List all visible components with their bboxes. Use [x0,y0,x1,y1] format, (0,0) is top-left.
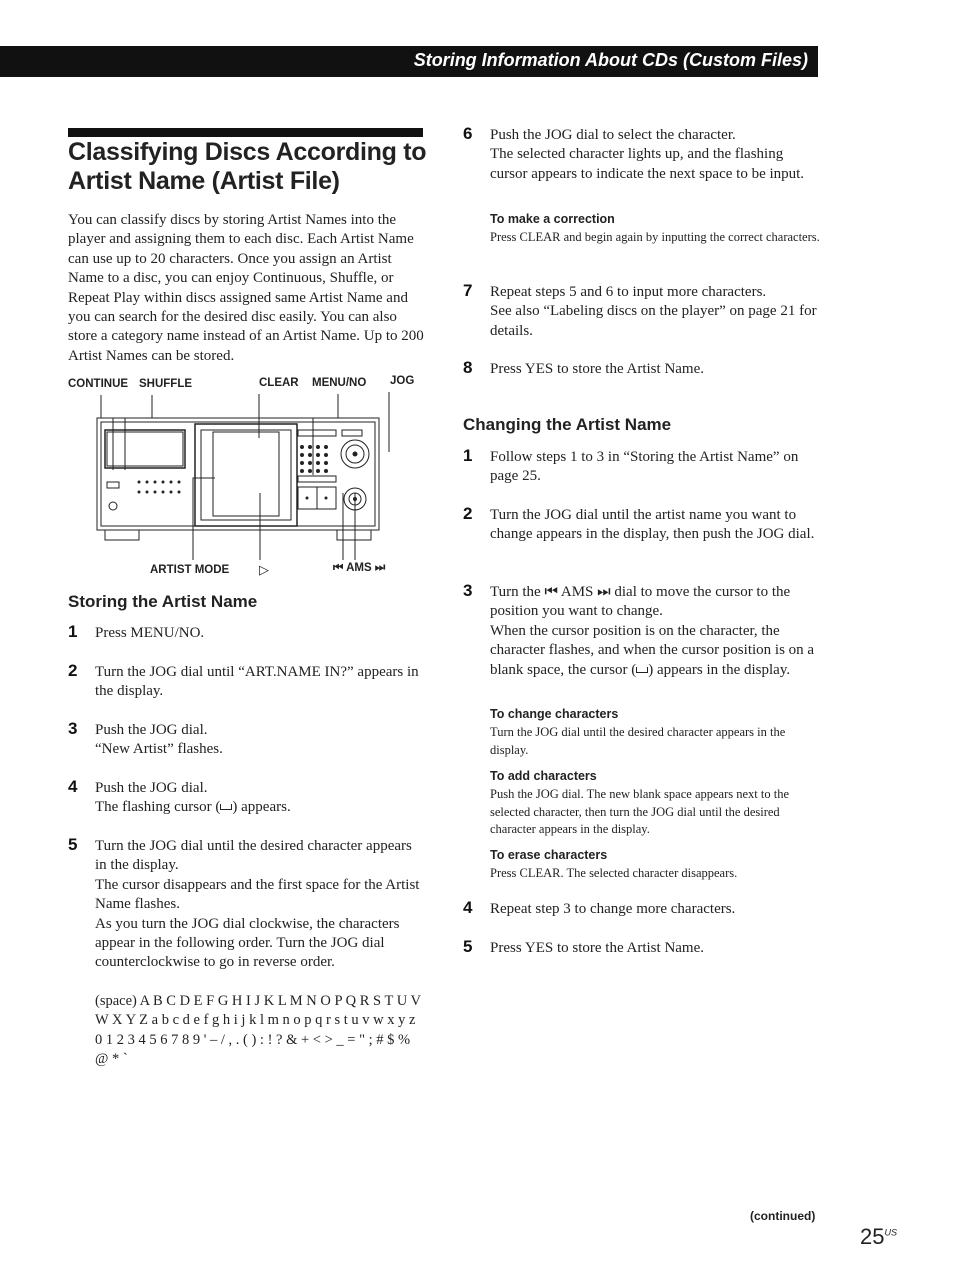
changing-heading: Changing the Artist Name [463,415,672,434]
step-text: Repeat steps 5 and 6 to input more characters. [490,284,767,300]
section-header-title: Storing Information About CDs (Custom Files) [413,50,808,70]
correction-text: Press CLEAR and begin again by inputting the correct characters. [490,230,820,244]
step-text: Push the JOG dial. [95,780,208,796]
note-text: Press CLEAR. The selected character disappears. [490,866,738,880]
changing-step-1 [490,448,820,487]
storing-step-5 [95,837,425,1069]
changing-step-2 [490,506,820,545]
step-number: 5 [463,937,473,956]
label-clear: CLEAR [259,377,299,389]
changing-step-3 [490,583,820,680]
step-text: “New Artist” flashes. [95,741,223,758]
step-text: Push the JOG dial. [95,722,208,738]
step-text: See also “Labeling discs on the player” on page 21 for details. [490,303,817,339]
note-title: To erase characters [490,848,608,862]
note-title: To change characters [490,707,619,721]
changing-step-5 [490,939,820,958]
label-artist-mode: ARTIST MODE [150,564,230,576]
step-text: Press YES to store the Artist Name. [490,940,705,956]
step-text: Repeat step 3 to change more characters. [490,901,736,917]
step-text: Follow steps 1 to 3 in “Storing the Artist Name” on page 25. [490,449,799,485]
step-number: 5 [68,835,78,854]
changing-step-4 [490,900,820,919]
page-number: $25^{US}$ [860,1224,897,1249]
step-text: Turn the ⏮ AMS ⏭ dial to move the cursor to the position you want to change. [490,584,791,620]
note-text: Push the JOG dial. The new blank space appears next to the selected character, then turn the JOG dial until the desired character appears in the display. [490,787,789,836]
intro-paragraph: You can classify discs by storing Artist Names into the player and assigning them to each disc. Each Artist Name can use up to 20 characters. Once you assign an Artist Name to a disc, you can enjoy Continuous, Shuffle, or Repeat Play within discs assigned same Artist Name and you can search for the desired disc easily. You can also store a category name instead of an Artist Name. Up to 200 Artist Names can be stored. [68,212,424,364]
step-number: 4 [463,898,473,917]
label-continue: CONTINUE [68,378,129,390]
storing-heading: Storing the Artist Name [68,592,258,611]
step-text: As you turn the JOG dial clockwise, the characters appear in the following order. Turn the JOG dial counterclockwise to go in reverse order. [95,915,400,971]
storing-step-4 [95,779,425,818]
step-text: The cursor disappears and the first space for the Artist Name flashes. [95,876,420,913]
step-number: 1 [68,622,78,641]
cursor-symbol-icon [220,804,232,810]
step-number: 3 [68,719,78,738]
correction-title: To make a correction [490,212,615,226]
continued-label: (continued) [750,1209,816,1223]
storing-step-3 [95,721,425,760]
note-text: Turn the JOG dial until the desired character appears in the display. [490,725,786,757]
label-jog: JOG [390,375,415,387]
step-text: Press YES to store the Artist Name. [490,361,705,377]
step-text: Turn the JOG dial until the artist name you want to change appears in the display, then push the JOG dial. [490,507,815,543]
step-text: The flashing cursor ( ) appears. [95,799,291,816]
storing-step-7 [490,283,820,341]
step-number: 6 [463,124,473,143]
storing-step-2 [95,663,425,702]
storing-step-6 [490,126,820,184]
step-text: Turn the JOG dial until “ART.NAME IN?” appears in the display. [95,664,419,700]
page-title: Classifying Discs According to Artist Name (Artist File) [68,138,427,195]
cd-player-diagram [95,390,425,580]
label-menu-no: MENU/NO [312,377,367,389]
step-number: 2 [68,661,78,680]
storing-step-8 [490,360,820,379]
step-number: 1 [463,446,473,465]
step-text: When the cursor position is on the character, the character flashes, and when the cursor position is on a blank space, the cursor ( ) appears in the display. [490,622,815,678]
step-number: 3 [463,581,473,600]
step-number: 8 [463,358,473,377]
step-text: Turn the JOG dial until the desired character appears in the display. [95,838,412,874]
step-number: 2 [463,504,473,523]
label-ams: ⏮ AMS ⏭ [333,562,386,574]
note-title: To add characters [490,769,597,783]
step-number: 4 [68,777,78,796]
title-rule [68,128,423,137]
label-play: ▷ [259,562,269,577]
step-text: The selected character lights up, and the flashing cursor appears to indicate the next space to be input. [490,146,805,182]
step-text: Press MENU/NO. [95,625,205,641]
label-shuffle: SHUFFLE [139,378,193,390]
header-bar [0,46,818,77]
step-text: Push the JOG dial to select the character. [490,127,736,143]
character-order-list: (space) A B C D E F G H I J K L M N O P Q R S T U V W X Y Z a b c d e f g h i j k l m n o p q r s t u v w x y z 0 1 2 3 4 5 6 7 8 9 ' – / , . ( ) : ! ? & + < > _ = " ; # $ % @ * ` [95,992,421,1068]
storing-step-1 [95,624,425,643]
step-number: 7 [463,281,473,300]
cursor-symbol-icon [636,667,648,673]
